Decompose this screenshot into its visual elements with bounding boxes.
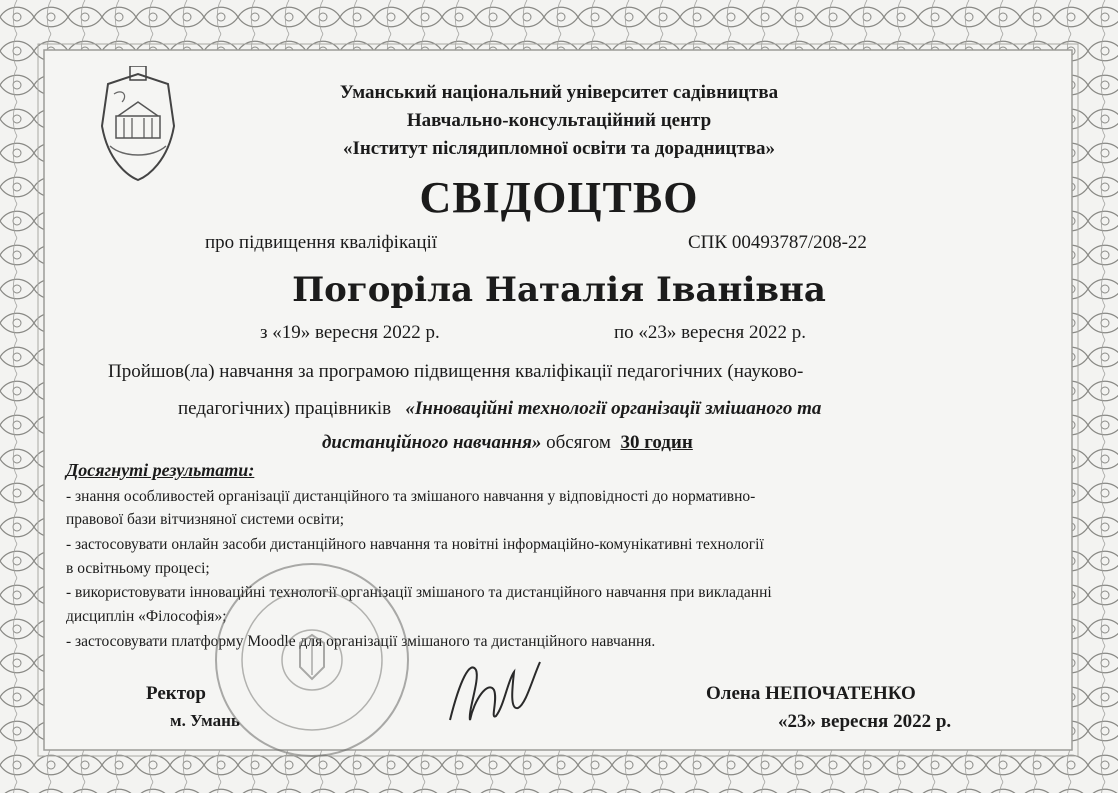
result-line-2: правової бази вітчизняної системи освіти; xyxy=(66,511,345,528)
result-line-4: в освітньому процесі; xyxy=(66,560,210,577)
volume-label: обсягом xyxy=(546,432,611,453)
signature-city: м. Умань xyxy=(170,711,240,730)
result-line-7: - застосовувати платформу Moodle для організації змішаного та дистанційного навчання. xyxy=(66,633,656,650)
program-line-2-prefix: педагогічних) працівників xyxy=(178,398,392,419)
program-line-2 xyxy=(178,398,821,420)
certificate-title: СВІДОЦТВО xyxy=(419,173,699,222)
certificate-serial: СПК 00493787/208-22 xyxy=(688,232,867,253)
program-line-1: Пройшов(ла) навчання за програмою підвищення кваліфікації педагогічних (науково- xyxy=(108,361,804,382)
date-to: по «23» вересня 2022 р. xyxy=(614,322,806,343)
course-title-part-2: дистанційного навчання» xyxy=(322,432,542,453)
program-line-3 xyxy=(322,432,693,454)
date-from: з «19» вересня 2022 р. xyxy=(260,322,440,343)
course-title-part-1: «Інноваційні технології організації змішаного та xyxy=(405,398,822,419)
signature-role: Ректор xyxy=(146,683,206,704)
center-name: Навчально-консультаційний центр xyxy=(406,110,712,131)
result-line-6: дисциплін «Філософія»; xyxy=(66,608,227,625)
institute-name: «Інститут післядипломної освіти та дорадництва» xyxy=(342,138,776,159)
issue-date: «23» вересня 2022 р. xyxy=(778,711,952,732)
signature-mark xyxy=(440,650,550,740)
signer-name: Олена НЕПОЧАТЕНКО xyxy=(706,683,916,704)
certificate-subtitle: про підвищення кваліфікації xyxy=(205,232,438,253)
person-name: Погоріла Наталія Іванівна xyxy=(292,270,826,310)
university-name: Уманський національний університет садівництва xyxy=(339,82,779,103)
results-title: Досягнуті результати: xyxy=(66,460,255,480)
result-line-1: - знання особливостей організації дистанційного та змішаного навчання у відповідності до нормативно- xyxy=(66,488,756,505)
result-line-5: - використовувати інноваційні технології організації змішаного та дистанційного навчання при викладанні xyxy=(66,584,772,601)
volume-value: 30 годин xyxy=(620,432,693,453)
result-line-3: - застосовувати онлайн засоби дистанційного навчання та новітні інформаційно-комунікативні технології xyxy=(66,536,764,553)
official-stamp xyxy=(200,555,425,765)
